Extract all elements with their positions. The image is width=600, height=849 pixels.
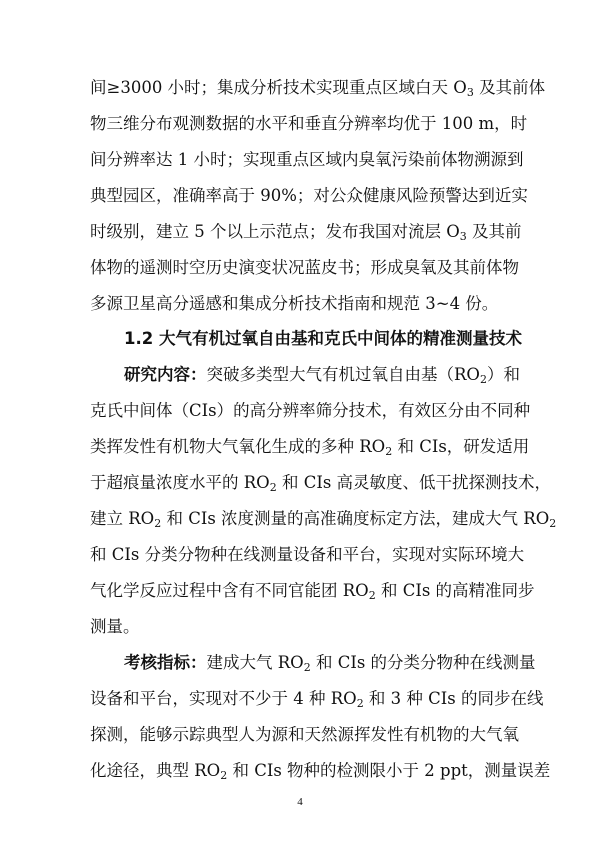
research-content-line: 克氏中间体（CIs）的高分辨率筛分技术，有效区分由不同种 (90, 401, 531, 420)
assessment-line: 设备和平台，实现对不少于 4 种 $RO_2$ 和 3 种 CIs 的同步在线 (90, 689, 544, 710)
research-content-line: 和 CIs 分类分物种在线测量设备和平台，实现对实际环境大 (90, 545, 525, 564)
section-heading-1-2: 1.2 大气有机过氧自由基和克氏中间体的精准测量技术 (124, 329, 522, 348)
assessment-label: 考核指标： (124, 653, 207, 672)
research-content-line: 建立 $RO_2$ 和 CIs 浓度测量的高准确度标定方法，建成大气 $RO_2$ (90, 509, 557, 530)
assessment-line: 化途径，典型 $RO_2$ 和 CIs 物种的检测限小于 2 ppt，测量误差 (90, 761, 551, 782)
assessment-line: 探测，能够示踪典型人为源和天然源挥发性有机物的大气氧 (90, 725, 519, 744)
research-content-line: 测量。 (90, 617, 140, 636)
paragraph-line: 物三维分布观测数据的水平和垂直分辨率均优于 100 m，时 (90, 114, 528, 133)
research-content-line: 类挥发性有机物大气氧化生成的多种 $RO_2$ 和 CIs，研发适用 (90, 437, 530, 458)
research-content-line: 研究内容：突破多类型大气有机过氧自由基$(RO_2)$和 (124, 365, 520, 386)
page-number: 4 (297, 796, 303, 808)
paragraph-line: 多源卫星高分遥感和集成分析技术指南和规范 3~4 份。 (90, 294, 499, 313)
research-content-line: 于超痕量浓度水平的 $RO_2$ 和 CIs 高灵敏度、低干扰探测技术， (90, 473, 552, 494)
research-content-line: 气化学反应过程中含有不同官能团 $RO_2$ 和 CIs 的高精准同步 (90, 581, 535, 602)
paragraph-line: 间分辨率达 1 小时；实现重点区域内臭氧污染前体物溯源到 (90, 150, 524, 169)
paragraph-line: 间≥3000 小时；集成分析技术实现重点区域白天 $O_3$ 及其前体 (90, 78, 546, 99)
paragraph-line: 体物的遥测时空历史演变状况蓝皮书；形成臭氧及其前体物 (90, 258, 519, 277)
paragraph-line: 时级别，建立 5 个以上示范点；发布我国对流层 $O_3$ 及其前 (90, 222, 522, 243)
research-content-label: 研究内容： (124, 365, 207, 384)
paragraph-line: 典型园区，准确率高于 90%；对公众健康风险预警达到近实 (90, 186, 528, 205)
assessment-line: 考核指标：建成大气 $RO_2$ 和 CIs 的分类分物种在线测量 (124, 653, 536, 674)
